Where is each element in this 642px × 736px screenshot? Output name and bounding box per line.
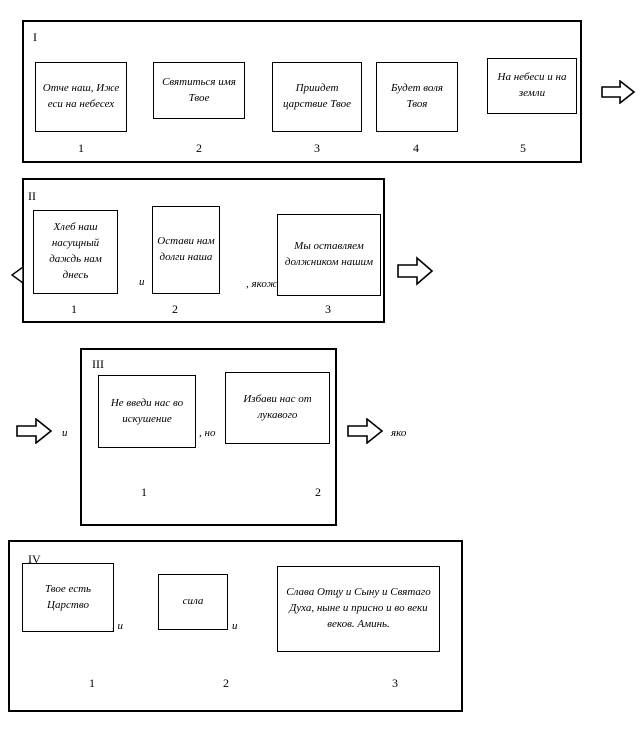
connector-4-2: и: [232, 620, 238, 632]
group-2-label: II: [28, 189, 36, 203]
group-4-label: IV: [28, 552, 41, 566]
arrow-group3-right: [347, 418, 383, 444]
connector-3-3: яко: [391, 427, 407, 439]
cell-3-2: Избави нас от лукавого: [225, 372, 330, 444]
cell-1-3-number: 3: [314, 141, 320, 155]
connector-3-1: и: [62, 427, 68, 439]
cell-1-5: На небеси и на земли: [487, 58, 577, 114]
cell-2-2: Остави нам долги наша: [152, 206, 220, 294]
cell-1-2-number: 2: [196, 141, 202, 155]
arrow-group2-right: [397, 256, 433, 286]
connector-3-2: , но: [199, 427, 216, 439]
cell-4-3-number: 3: [392, 676, 398, 690]
group-1-label: I: [33, 30, 37, 44]
cell-3-1: Не введи нас во искушение: [98, 375, 196, 448]
cell-1-5-number: 5: [520, 141, 526, 155]
cell-2-1: Хлеб наш насущный даждь нам днесь: [33, 210, 118, 294]
group-3-label: III: [92, 357, 104, 371]
connector-2-2: , якож: [246, 278, 277, 290]
connector-4-1: , и: [112, 620, 123, 632]
cell-4-2-number: 2: [223, 676, 229, 690]
cell-2-3-number: 3: [325, 302, 331, 316]
cell-4-1-number: 1: [89, 676, 95, 690]
cell-1-2: Святиться имя Твое: [153, 62, 245, 119]
cell-2-3: Мы оставляем должником нашим: [277, 214, 381, 296]
connector-2-1: и: [139, 276, 145, 288]
cell-1-3: Приидет царствие Твое: [272, 62, 362, 132]
cell-4-2: сила: [158, 574, 228, 630]
cell-2-1-number: 1: [71, 302, 77, 316]
cell-4-1: Твое есть Царство: [22, 563, 114, 632]
cell-3-1-number: 1: [141, 485, 147, 499]
arrow-group3-left: [16, 418, 52, 444]
cell-4-3: Слава Отцу и Сыну и Святаго Духа, ныне и присно и во веки веков. Аминь.: [277, 566, 440, 652]
cell-2-2-number: 2: [172, 302, 178, 316]
cell-1-4-number: 4: [413, 141, 419, 155]
cell-3-2-number: 2: [315, 485, 321, 499]
cell-1-4: Будет воля Твоя: [376, 62, 458, 132]
cell-1-1-number: 1: [78, 141, 84, 155]
arrow-group2-left: [10, 266, 24, 284]
cell-1-1: Отче наш, Иже еси на небесех: [35, 62, 127, 132]
arrow-group1-right: [601, 80, 635, 104]
